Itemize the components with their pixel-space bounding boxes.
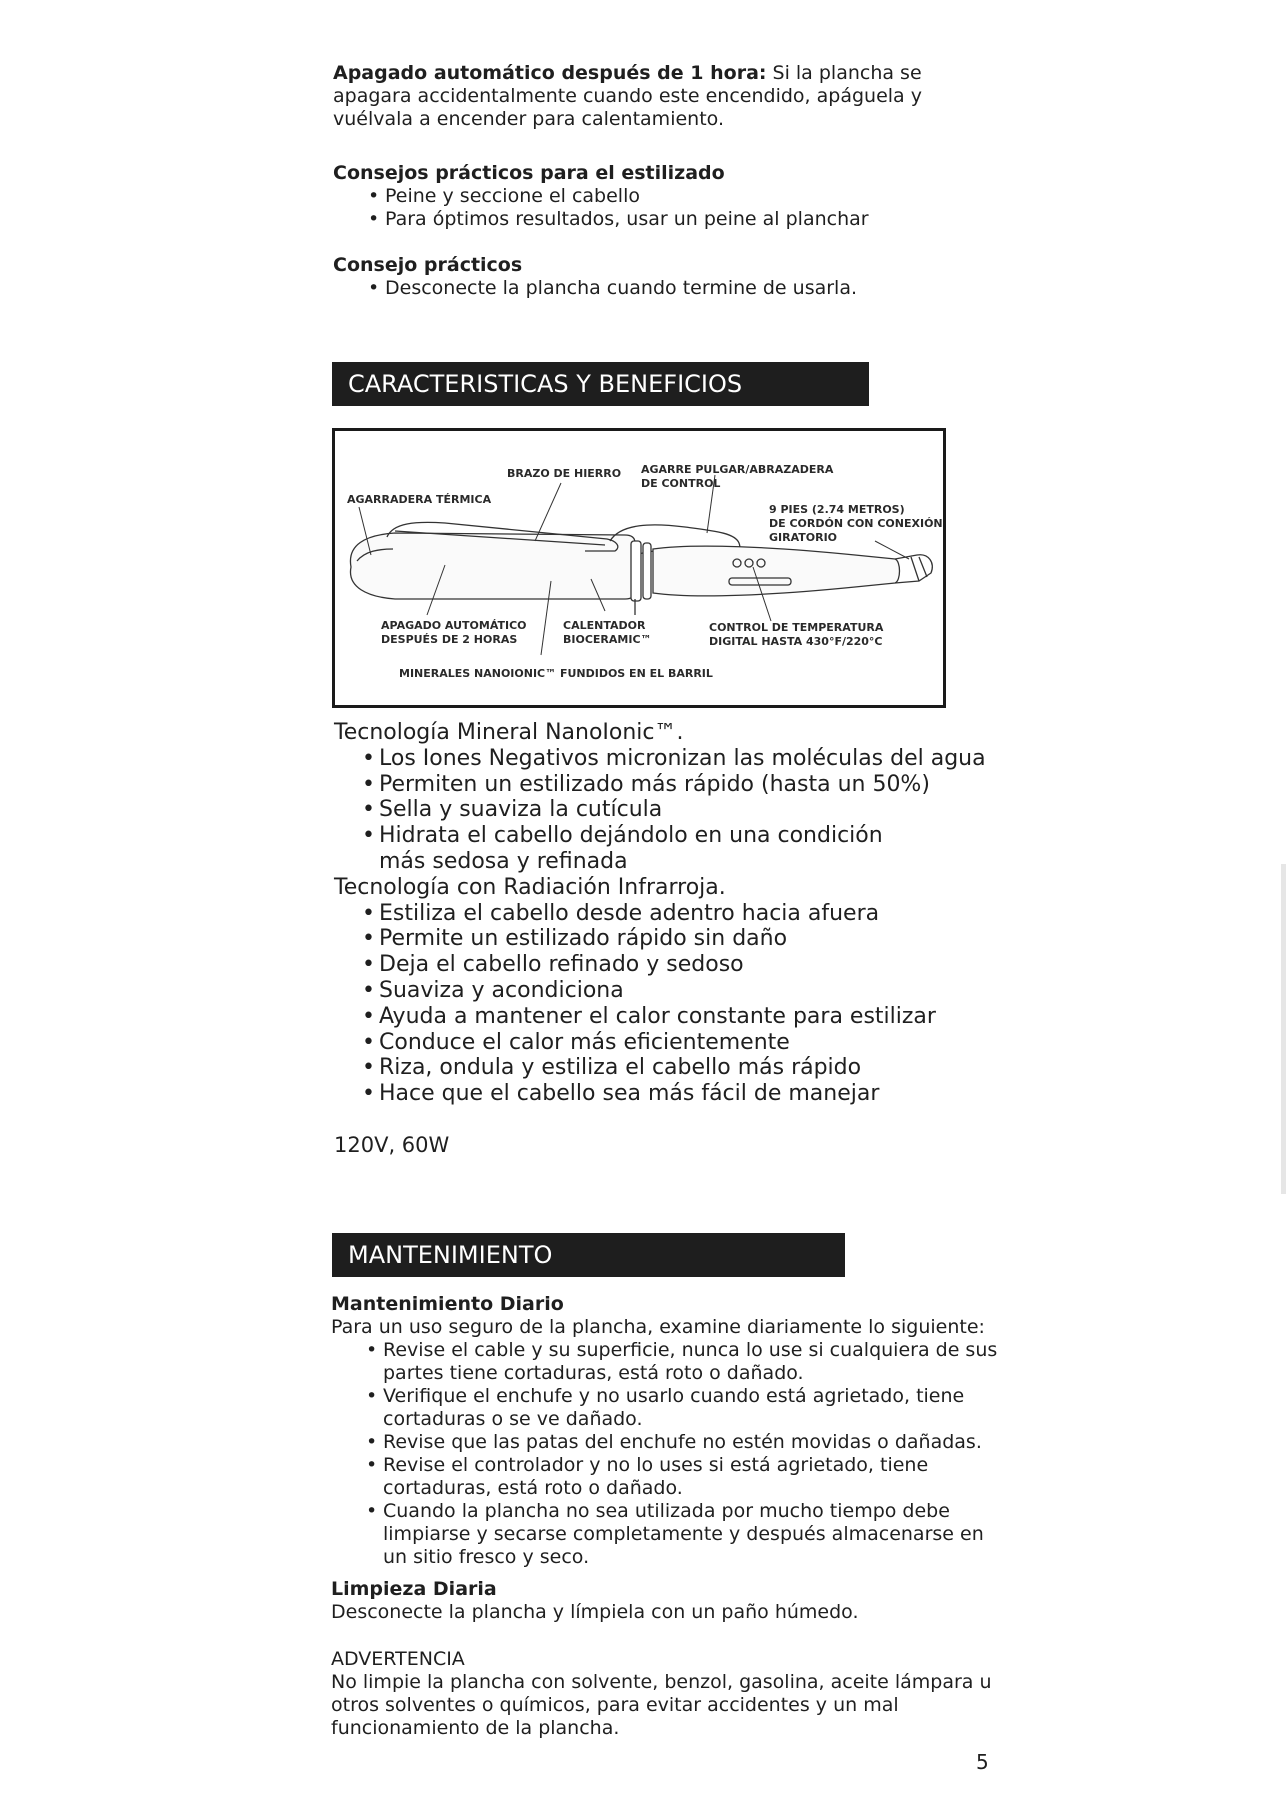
label-temp-control: CONTROL DE TEMPERATURA DIGITAL HASTA 430°F/220°C bbox=[709, 621, 884, 648]
infrared-heading: Tecnología con Radiación Infrarroja. bbox=[334, 874, 726, 900]
practical-tip-list bbox=[368, 277, 1013, 300]
list-item: • Para óptimos resultados, usar un peine al planchar bbox=[368, 208, 1013, 231]
styling-tips-list bbox=[368, 185, 1013, 231]
list-item: • Cuando la plancha no sea utilizada por mucho tiempo debe limpiarse y secarse completamente y después almacenarse en un sitio fresco y seco. bbox=[366, 1500, 998, 1569]
label-thermal-grip: AGARRADERA TÉRMICA bbox=[347, 493, 492, 506]
label-thumb-grip: AGARRE PULGAR/ABRAZADERA DE CONTROL bbox=[641, 463, 834, 490]
maintenance-banner bbox=[332, 1233, 845, 1277]
nanoionic-section bbox=[334, 720, 1034, 1107]
list-item: • Revise el controlador y no lo uses si está agrietado, tiene cortaduras, está roto o dañado. bbox=[366, 1454, 998, 1500]
features-banner bbox=[332, 362, 869, 406]
list-item: • Estiliza el cabello desde adentro hacia afuera bbox=[362, 901, 1034, 927]
label-iron-arm: BRAZO DE HIERRO bbox=[507, 467, 622, 480]
curling-iron-illustration bbox=[335, 431, 943, 705]
list-item: • Revise que las patas del enchufe no estén movidas o dañadas. bbox=[366, 1431, 998, 1454]
auto-off-label: Apagado automático después de 1 hora: bbox=[333, 62, 767, 84]
list-item: • Desconecte la plancha cuando termine de usarla. bbox=[368, 277, 1013, 300]
list-item: • Los Iones Negativos micronizan las moléculas del agua bbox=[362, 746, 874, 772]
page-edge-shadow bbox=[1281, 864, 1286, 1194]
daily-maintenance-intro: Para un uso seguro de la plancha, examine diariamente lo siguiente: bbox=[331, 1316, 985, 1338]
list-item: • Ayuda a mantener el calor constante para estilizar bbox=[362, 1004, 1034, 1030]
styling-tips-heading: Consejos prácticos para el estilizado bbox=[333, 162, 725, 184]
daily-maintenance-section bbox=[331, 1293, 1031, 1569]
nanoionic-list bbox=[362, 745, 986, 875]
daily-cleaning-section bbox=[331, 1578, 1031, 1624]
daily-cleaning-text: Desconecte la plancha y límpiela con un paño húmedo. bbox=[331, 1601, 859, 1623]
nanoionic-heading: Tecnología Mineral NanoIonic™. bbox=[334, 720, 684, 745]
list-item: • Riza, ondula y estiliza el cabello más rápido bbox=[362, 1055, 1034, 1081]
list-item: • Hace que el cabello sea más fácil de manejar bbox=[362, 1081, 1034, 1107]
warning-heading: ADVERTENCIA bbox=[331, 1648, 465, 1670]
daily-maintenance-list bbox=[366, 1339, 998, 1569]
list-item: • Hidrata el cabello dejándolo en una condición más sedosa y refinada bbox=[362, 823, 919, 875]
list-item: • Deja el cabello refinado y sedoso bbox=[362, 952, 1034, 978]
practical-tip-section bbox=[333, 254, 1013, 300]
product-diagram bbox=[332, 428, 946, 708]
auto-off-text: Si la plancha se apagara accidentalmente cuando este encendido, apáguela y vuélvala a encender para calentamiento. bbox=[333, 62, 922, 130]
label-minerals: MINERALES NANOIONIC™ FUNDIDOS EN EL BARRIL bbox=[399, 667, 713, 680]
practical-tip-heading: Consejo prácticos bbox=[333, 254, 523, 276]
label-heater: CALENTADOR BIOCERAMIC™ bbox=[563, 619, 652, 646]
list-item: • Verifique el enchufe y no usarlo cuando está agrietado, tiene cortaduras o se ve dañado. bbox=[366, 1385, 998, 1431]
list-item: • Peine y seccione el cabello bbox=[368, 185, 1013, 208]
styling-tips-section bbox=[333, 162, 1013, 231]
maintenance-banner-title: MANTENIMIENTO bbox=[348, 1241, 553, 1269]
daily-cleaning-heading: Limpieza Diaria bbox=[331, 1578, 497, 1600]
list-item: • Sella y suaviza la cutícula bbox=[362, 797, 874, 823]
page-number: 5 bbox=[976, 1750, 989, 1774]
auto-off-paragraph bbox=[333, 62, 1003, 131]
features-banner-title: CARACTERISTICAS Y BENEFICIOS bbox=[348, 370, 743, 398]
list-item: • Permite un estilizado rápido sin daño bbox=[362, 926, 1034, 952]
daily-maintenance-heading: Mantenimiento Diario bbox=[331, 1293, 564, 1315]
list-item: • Suaviza y acondiciona bbox=[362, 978, 1034, 1004]
warning-text: No limpie la plancha con solvente, benzol, gasolina, aceite lámpara u otros solventes o químicos, para evitar accidentes y un mal funcionamiento de la plancha. bbox=[331, 1671, 992, 1739]
infrared-list bbox=[362, 901, 1034, 1107]
label-auto-off: APAGADO AUTOMÁTICO DESPUÉS DE 2 HORAS bbox=[381, 619, 527, 646]
power-rating: 120V, 60W bbox=[334, 1133, 450, 1157]
warning-section bbox=[331, 1648, 1011, 1740]
list-item: • Permiten un estilizado más rápido (hasta un 50%) bbox=[362, 772, 874, 798]
list-item: • Conduce el calor más eficientemente bbox=[362, 1030, 1034, 1056]
list-item: • Revise el cable y su superficie, nunca lo use si cualquiera de sus partes tiene cortaduras, está roto o dañado. bbox=[366, 1339, 998, 1385]
label-cord: 9 PIES (2.74 METROS) DE CORDÓN CON CONEXIÓN GIRATORIO bbox=[769, 503, 943, 544]
